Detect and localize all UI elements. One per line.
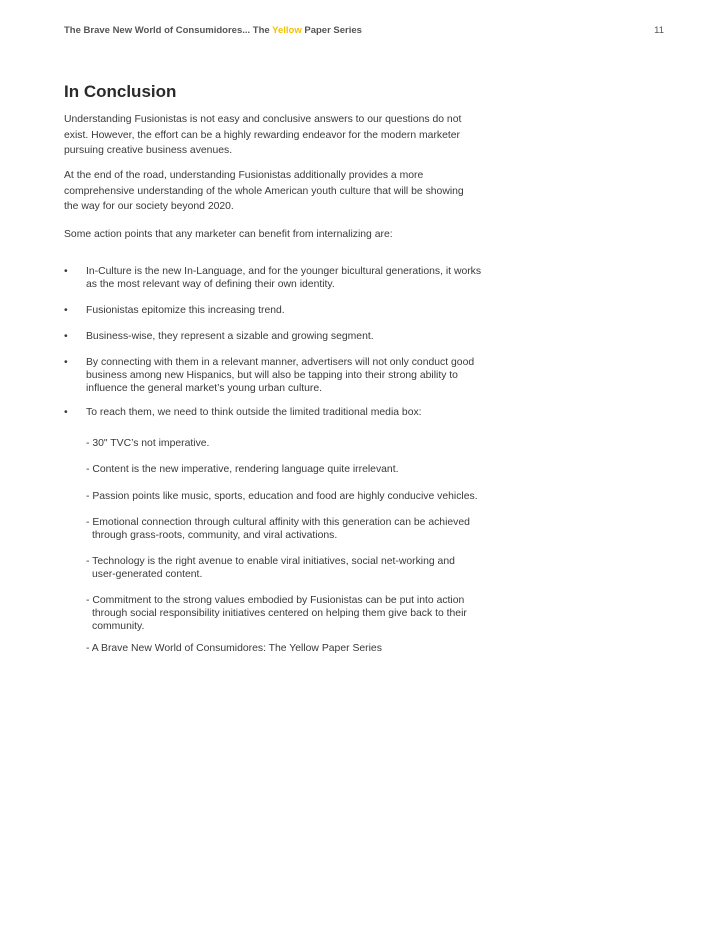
sub-point-text: - Emotional connection through cultural affinity with this generation can be achieved xyxy=(86,517,470,528)
sub-point xyxy=(86,555,486,581)
bullet-text: In-Culture is the new In-Language, and for the younger bicultural generations, it works as the most relevant way of defining their own identity. xyxy=(86,266,482,290)
bullet-text: Business-wise, they represent a sizable and growing segment. xyxy=(86,331,374,342)
sub-point-continuation: through social responsibility initiatives centered on helping them give back to their community. xyxy=(92,608,467,632)
section-heading: In Conclusion xyxy=(64,82,177,101)
header-title-suffix: Paper Series xyxy=(301,25,362,36)
running-header xyxy=(64,24,664,38)
sub-point-text: - Commitment to the strong values embodied by Fusionistas can be put into action xyxy=(86,595,465,606)
bullet-text: To reach them, we need to think outside the limited traditional media box: xyxy=(86,407,422,418)
header-title-prefix: The Brave New World of Consumidores... The xyxy=(64,25,273,36)
sub-point xyxy=(86,490,486,503)
sub-point-text: - Passion points like music, sports, education and food are highly conducive vehicles. xyxy=(86,491,478,502)
bullet-marker: • xyxy=(64,305,68,316)
paragraph-end-of-road: At the end of the road, understanding Fusionistas additionally provides a more comprehensive understanding of the whole American youth culture that will be showing the way for our society beyond 2020. xyxy=(64,170,464,212)
bullet-marker: • xyxy=(64,331,68,342)
sub-point xyxy=(86,594,486,633)
sub-point xyxy=(86,516,486,542)
sub-point-text: - Content is the new imperative, rendering language quite irrelevant. xyxy=(86,464,399,475)
sub-point-text: - 30" TVC’s not imperative. xyxy=(86,438,210,449)
bullet-text: By connecting with them in a relevant manner, advertisers will not only conduct good business among new Hispanics, but will also be tapping into their strong ability to influence the general market’s young urban culture. xyxy=(86,357,475,394)
sub-point xyxy=(86,642,486,655)
sub-point-continuation: user-generated content. xyxy=(92,569,203,580)
paragraph-action-points: Some action points that any marketer can benefit from internalizing are: xyxy=(64,229,393,240)
page-number: 11 xyxy=(654,25,664,36)
bullet-text: Fusionistas epitomize this increasing trend. xyxy=(86,305,285,316)
sub-point-text: - Technology is the right avenue to enable viral initiatives, social net-working and xyxy=(86,556,455,567)
bullet-marker: • xyxy=(64,266,68,277)
bullet-marker: • xyxy=(64,357,68,368)
bullet-marker: • xyxy=(64,407,68,418)
sub-point xyxy=(86,463,486,476)
sub-point-continuation: through grass-roots, community, and viral activations. xyxy=(92,530,338,541)
sub-point-text: - A Brave New World of Consumidores: The Yellow Paper Series xyxy=(86,643,382,654)
header-title-yellow: Yellow xyxy=(272,25,302,36)
sub-point xyxy=(86,437,486,450)
paragraph-intro: Understanding Fusionistas is not easy and conclusive answers to our questions do not exist. However, the effort can be a highly rewarding endeavor for the modern marketer pursuing creative business avenues. xyxy=(64,114,462,156)
